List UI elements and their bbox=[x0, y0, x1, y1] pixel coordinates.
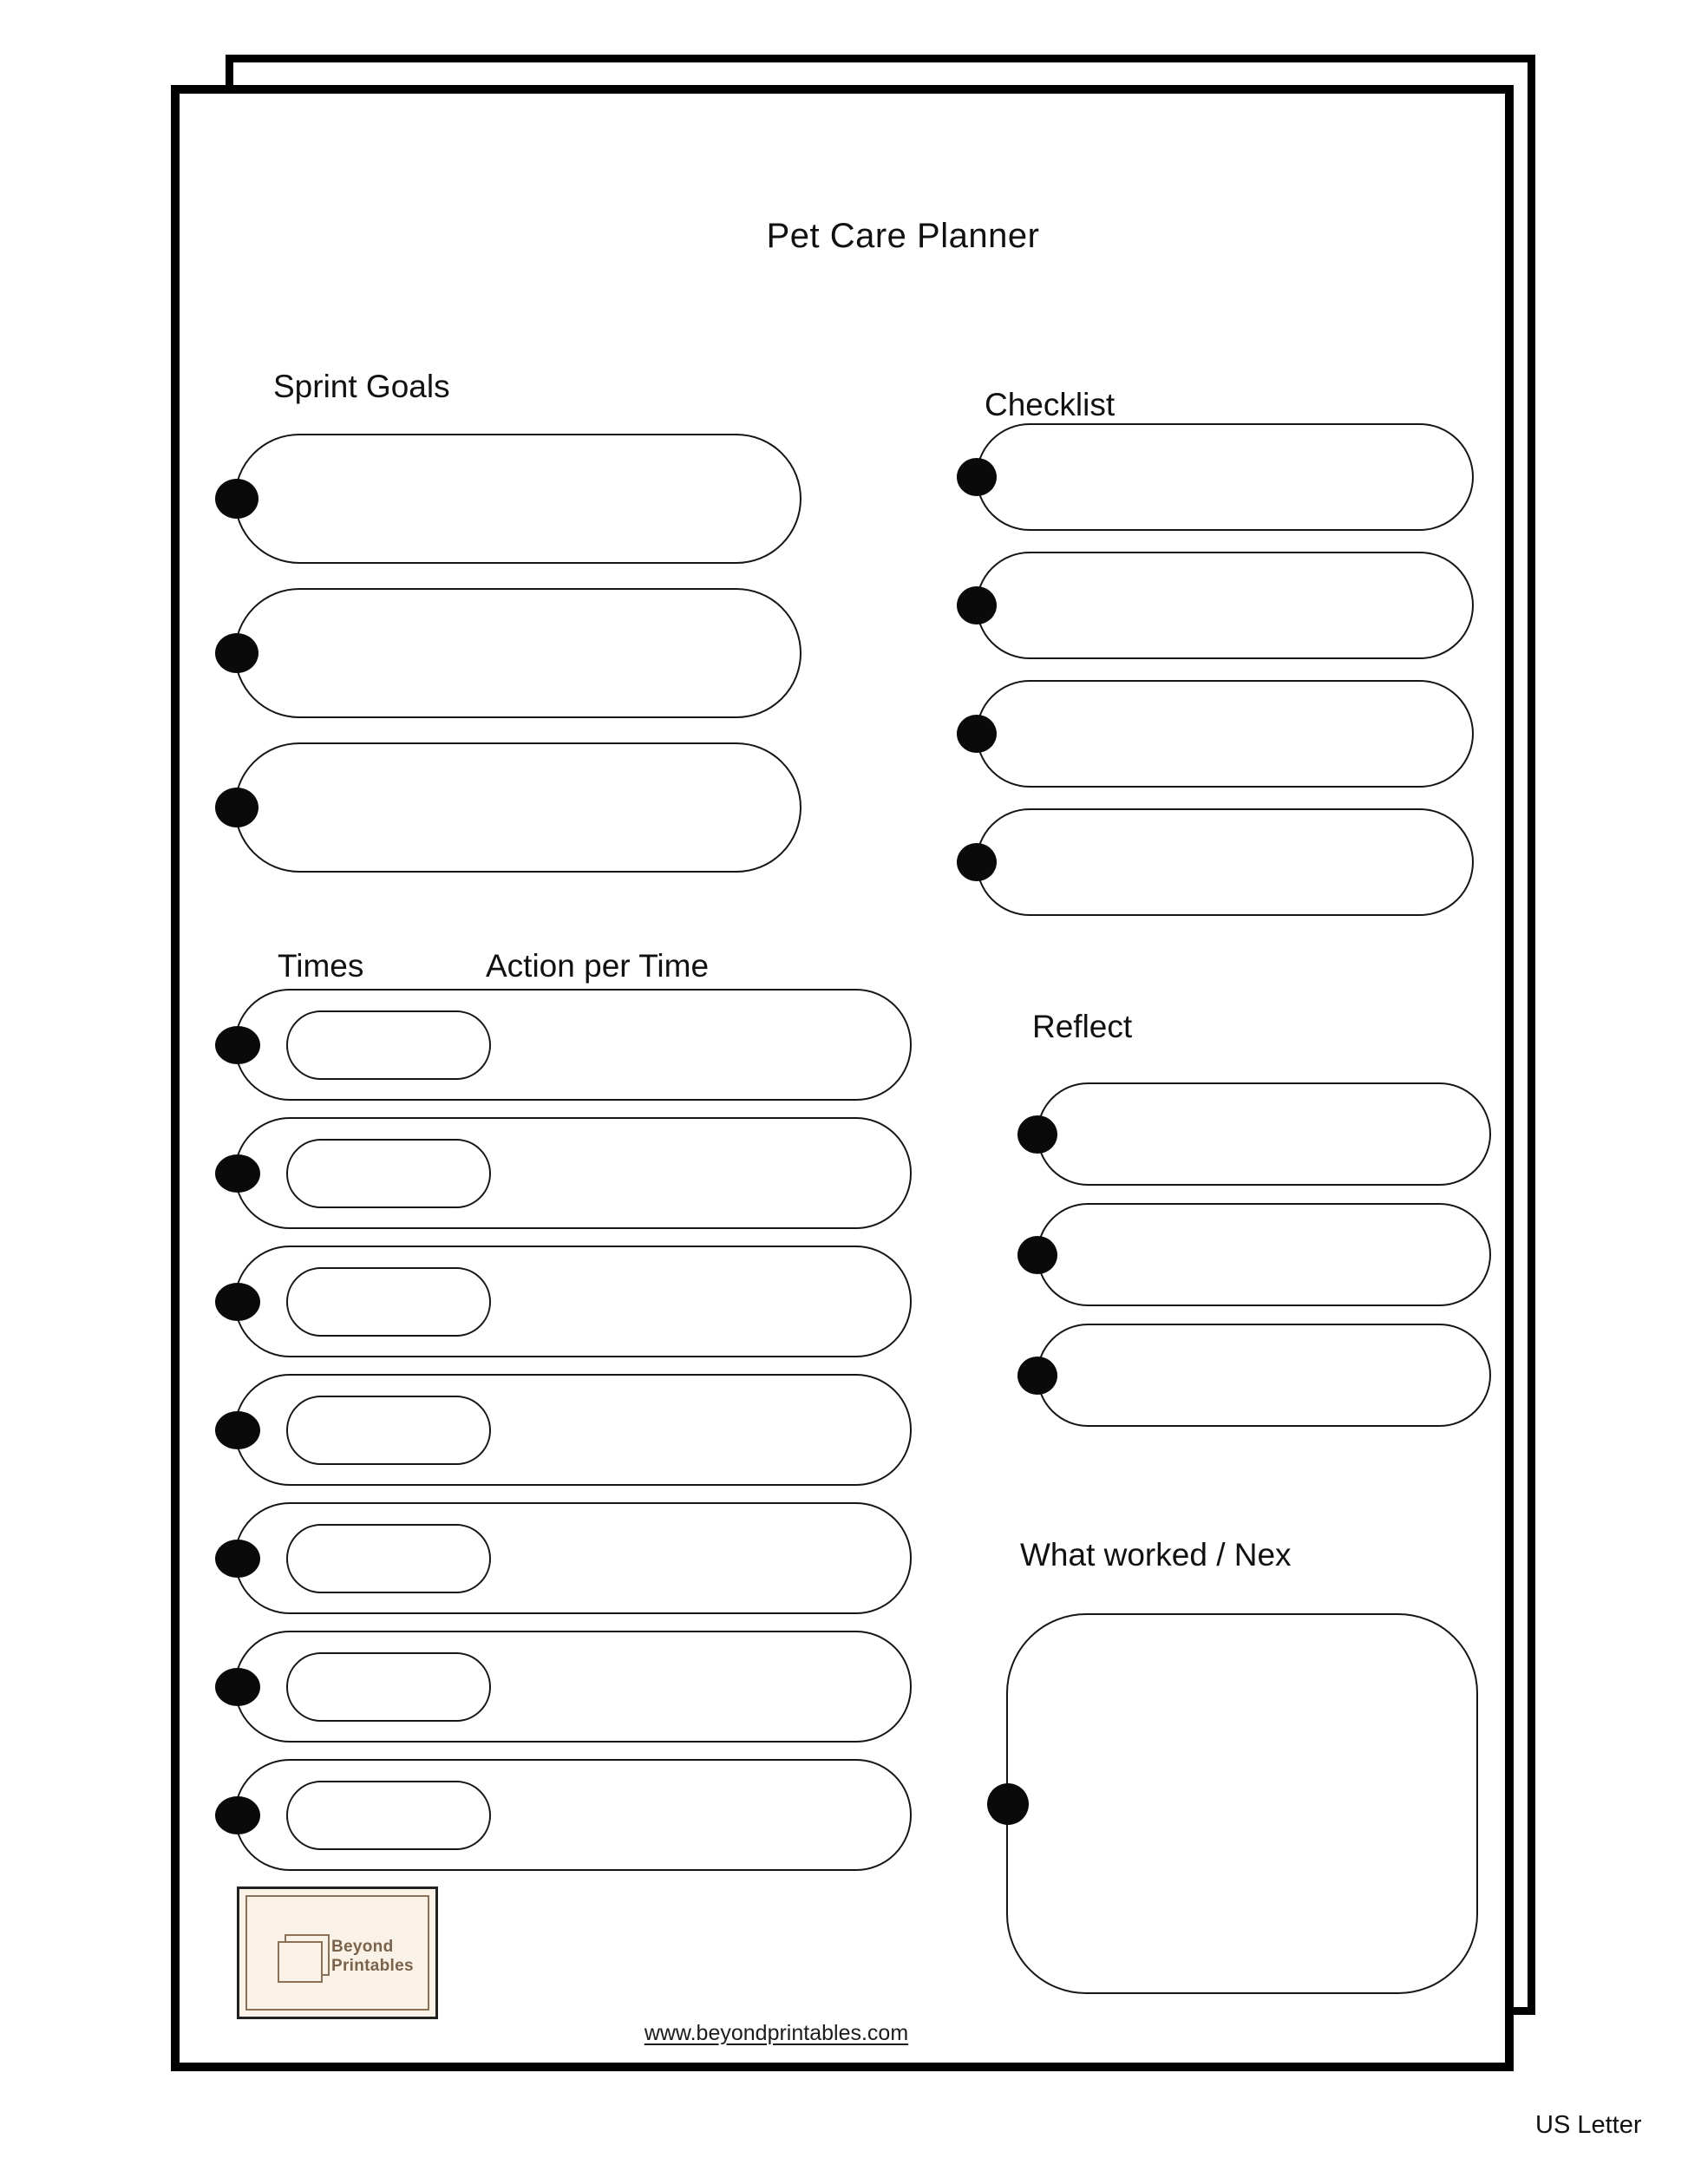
sprint-goals-heading: Sprint Goals bbox=[273, 369, 450, 404]
bullet-dot-icon bbox=[215, 1540, 260, 1578]
time-field[interactable] bbox=[286, 1139, 491, 1208]
sprint-goal-field[interactable] bbox=[234, 742, 801, 873]
bullet-dot-icon bbox=[1017, 1115, 1057, 1154]
times-heading: Times bbox=[278, 948, 364, 984]
bullet-dot-icon bbox=[215, 479, 258, 519]
brand-name-line2: Printables bbox=[331, 1957, 414, 1975]
action-per-time-field[interactable] bbox=[234, 1117, 912, 1229]
time-field[interactable] bbox=[286, 1652, 491, 1722]
schedule-list bbox=[234, 989, 912, 1871]
bullet-dot-icon bbox=[215, 1154, 260, 1193]
checklist-field[interactable] bbox=[976, 552, 1474, 659]
bullet-dot-icon bbox=[987, 1783, 1029, 1825]
action-per-time-field[interactable] bbox=[234, 1631, 912, 1743]
time-field[interactable] bbox=[286, 1010, 491, 1080]
reflect-field[interactable] bbox=[1037, 1082, 1491, 1186]
bullet-dot-icon bbox=[215, 633, 258, 673]
checklist-list bbox=[976, 423, 1474, 916]
action-per-time-field[interactable] bbox=[234, 1759, 912, 1871]
action-per-time-heading: Action per Time bbox=[486, 948, 710, 984]
checklist-field[interactable] bbox=[976, 808, 1474, 916]
checklist-heading: Checklist bbox=[985, 387, 1116, 422]
bullet-dot-icon bbox=[957, 715, 997, 753]
checklist-field[interactable] bbox=[976, 423, 1474, 531]
action-per-time-field[interactable] bbox=[234, 1246, 912, 1357]
bullet-dot-icon bbox=[1017, 1357, 1057, 1395]
bullet-dot-icon bbox=[957, 586, 997, 624]
bullet-dot-icon bbox=[215, 1796, 260, 1834]
page-size-label: US Letter bbox=[1535, 2111, 1642, 2139]
bullet-dot-icon bbox=[215, 1026, 260, 1064]
front-page-sheet bbox=[171, 85, 1514, 2071]
page-title: Pet Care Planner bbox=[766, 217, 1040, 255]
checklist-field[interactable] bbox=[976, 680, 1474, 788]
brand-logo bbox=[237, 1886, 438, 2019]
bullet-dot-icon bbox=[957, 458, 997, 496]
brand-name bbox=[331, 1938, 414, 1976]
sprint-goals-list bbox=[234, 434, 801, 873]
action-per-time-field[interactable] bbox=[234, 1502, 912, 1614]
what-worked-field[interactable] bbox=[1006, 1613, 1478, 1994]
bullet-dot-icon bbox=[215, 788, 258, 827]
action-per-time-field[interactable] bbox=[234, 989, 912, 1101]
reflect-heading: Reflect bbox=[1032, 1009, 1133, 1044]
bullet-dot-icon bbox=[1017, 1236, 1057, 1274]
bullet-dot-icon bbox=[215, 1283, 260, 1321]
reflect-field[interactable] bbox=[1037, 1203, 1491, 1306]
reflect-list bbox=[1037, 1082, 1491, 1427]
brand-name-line1: Beyond bbox=[331, 1938, 394, 1956]
time-field[interactable] bbox=[286, 1524, 491, 1593]
time-field[interactable] bbox=[286, 1267, 491, 1337]
action-per-time-field[interactable] bbox=[234, 1374, 912, 1486]
reflect-field[interactable] bbox=[1037, 1324, 1491, 1427]
bullet-dot-icon bbox=[215, 1411, 260, 1449]
bullet-dot-icon bbox=[215, 1668, 260, 1706]
footer-website-link[interactable]: www.beyondprintables.com bbox=[644, 2021, 909, 2045]
time-field[interactable] bbox=[286, 1396, 491, 1465]
what-worked-heading: What worked / Nex bbox=[1020, 1537, 1292, 1573]
bullet-dot-icon bbox=[957, 843, 997, 881]
sprint-goal-field[interactable] bbox=[234, 434, 801, 564]
stacked-pages-icon bbox=[276, 1934, 328, 1983]
sprint-goal-field[interactable] bbox=[234, 588, 801, 718]
time-field[interactable] bbox=[286, 1781, 491, 1850]
